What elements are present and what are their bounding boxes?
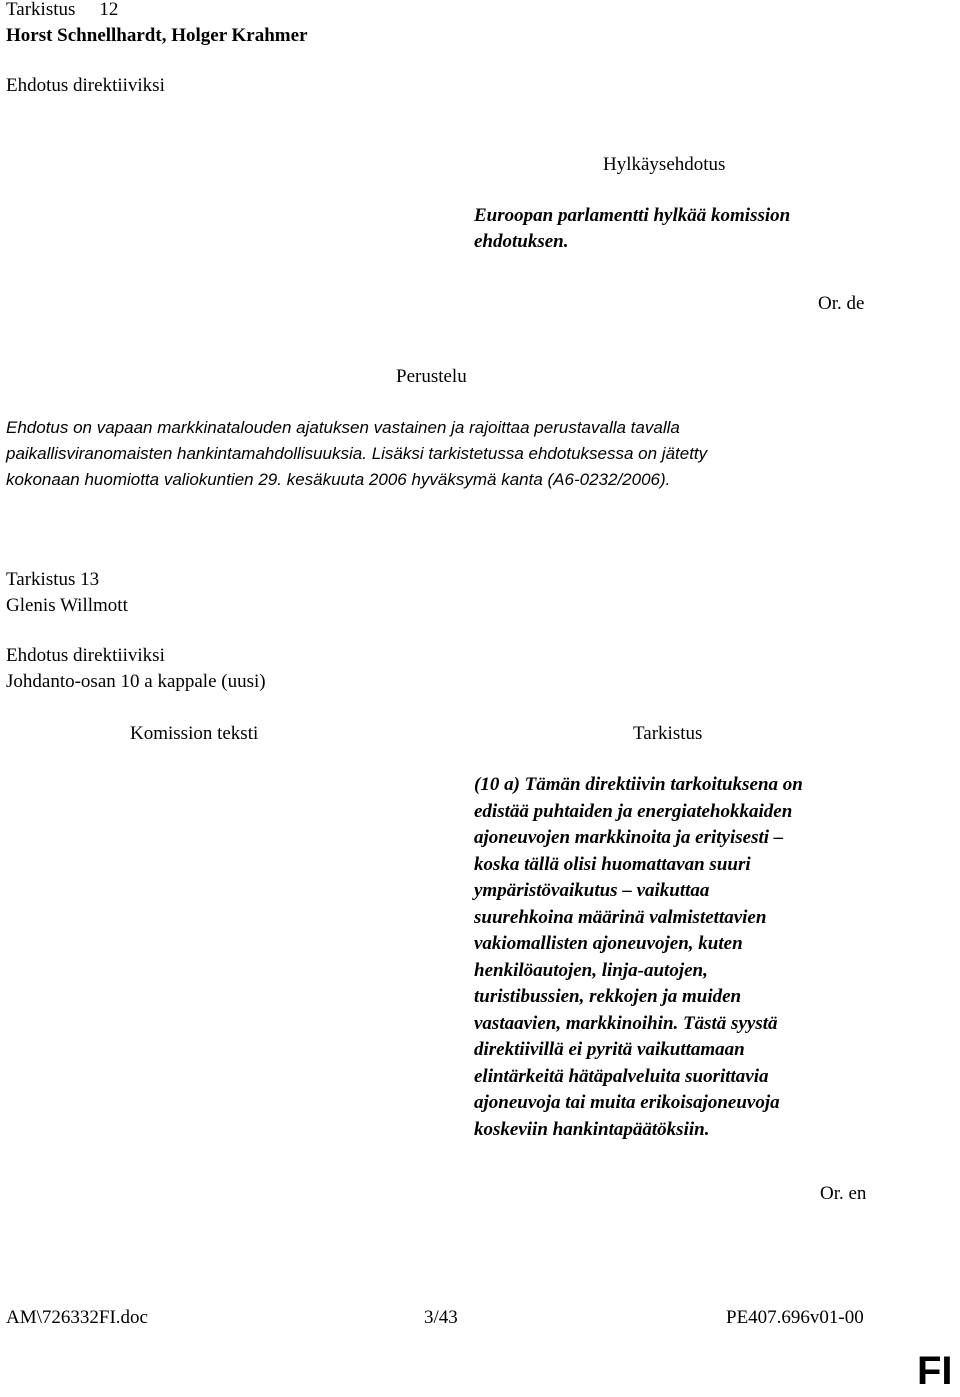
amendment-13-author: Glenis Willmott xyxy=(6,595,128,616)
original-language-en: Or. en xyxy=(820,1183,867,1204)
amendment-12-proposal: Ehdotus direktiiviksi xyxy=(6,75,165,96)
amendment-text-line: (10 a) Tämän direktiivin tarkoituksena on xyxy=(474,774,803,795)
amendment-13-header: Tarkistus 13 xyxy=(6,569,100,590)
amendment-text-line: henkilöautojen, linja-autojen, xyxy=(474,959,708,981)
amendment-text-line: turistibussien, rekkojen ja muiden xyxy=(474,986,742,1007)
rejection-text-line-1: Euroopan parlamentti hylkää komission xyxy=(474,205,791,226)
amendment-text-line: edistää puhtaiden ja energiatehokkaiden xyxy=(474,800,793,822)
amendment-text-line: ajoneuvojen markkinoita ja erityisesti – xyxy=(474,827,784,848)
amendment-text-line: vakiomallisten ajoneuvojen, kuten xyxy=(474,933,743,954)
amendment-text-line: ajoneuvoja tai muita erikoisajoneuvoja xyxy=(474,1092,780,1113)
amendment-text-line: koskeviin hankintapäätöksiin. xyxy=(474,1118,710,1140)
amendment-12-authors: Horst Schnellhardt, Holger Krahmer xyxy=(6,25,308,46)
justification-line-3: kokonaan huomiotta valiokuntien 29. kesäkuuta 2006 hyväksymä kanta (A6-0232/2006). xyxy=(6,470,671,489)
original-language-de: Or. de xyxy=(818,293,865,314)
amendment-number: 12 xyxy=(99,0,119,20)
footer-pe-ref: PE407.696v01-00 xyxy=(726,1307,864,1328)
amendment-label: Tarkistus xyxy=(6,0,76,20)
justification-title: Perustelu xyxy=(396,366,467,387)
justification-line-1: Ehdotus on vapaan markkinatalouden ajatuksen vastainen ja rajoittaa perustavalla tavalla xyxy=(6,418,680,437)
justification-line-2: paikallisviranomaisten hankintamahdollisuuksia. Lisäksi tarkistetussa ehdotuksessa on jätetty xyxy=(6,444,708,463)
amendment-text-line: suurehkoina määrinä valmistettavien xyxy=(474,906,767,928)
footer-language-mark: FI xyxy=(917,1349,953,1393)
amendment-text-line: elintärkeitä hätäpalveluita suorittavia xyxy=(474,1065,769,1087)
rejection-text-line-2: ehdotuksen. xyxy=(474,231,569,252)
rejection-title: Hylkäysehdotus xyxy=(603,154,726,175)
amendment-text-line: ympäristövaikutus – vaikuttaa xyxy=(474,880,710,901)
amendment-12-header xyxy=(6,0,118,23)
column-heading-amendment: Tarkistus xyxy=(633,723,703,744)
amendment-13-proposal: Ehdotus direktiiviksi xyxy=(6,645,165,666)
amendment-13-recital: Johdanto-osan 10 a kappale (uusi) xyxy=(6,671,266,692)
amendment-text-line: koska tällä olisi huomattavan suuri xyxy=(474,853,751,875)
footer-page-number: 3/43 xyxy=(424,1307,458,1328)
amendment-text-line: vastaavien, markkinoihin. Tästä syystä xyxy=(474,1012,778,1034)
footer-doc-ref: AM\726332FI.doc xyxy=(6,1307,148,1328)
column-heading-commission-text: Komission teksti xyxy=(130,723,259,744)
amendment-text-line: direktiivillä ei pyritä vaikuttamaan xyxy=(474,1039,745,1060)
amendment-13-text xyxy=(474,772,803,1143)
